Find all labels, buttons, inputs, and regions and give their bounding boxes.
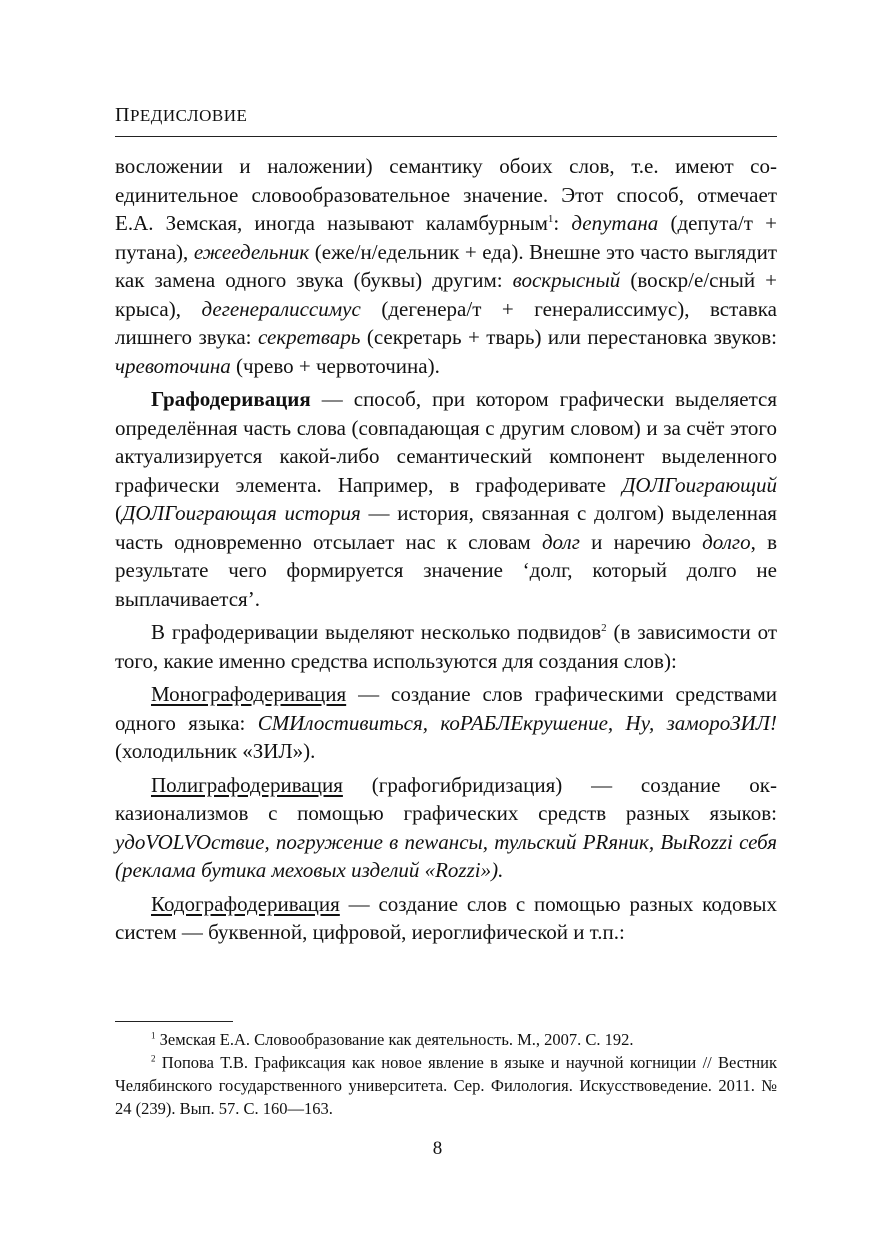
footnote-1: $^1$ Земская Е.А. Словообразование как деятельность. М., 2007. С. 192.	[151, 1030, 634, 1049]
term-poligrafoderivation: Полиграфодеривация	[151, 772, 343, 797]
page-number: 8	[432, 1138, 443, 1159]
paragraph-4: Монографодеривация — создание слов графическими средствами одного языка: СМИлостивиться, коРАБЛЕкрушение, Ну, замороЗИЛ! (холодильник «ЗИЛ»).	[115, 682, 777, 763]
footnote-ref-1[interactable]: 1	[547, 213, 554, 225]
footnote-separator	[115, 1021, 233, 1022]
paragraph-2: Графодеривация — способ, при котором графически выделяется определённая часть слова (совпадающая с другим словом) и за счёт этого актуализируется какой-либо семантический компонент выделенного графически элемента. Например, в графодеривате ДОЛГоиграющий (ДОЛГоиграющая история — история, связанная с долгом) выделенная часть одновременно отсылает нас к словам долг и наречию долго, в результате чего формируется значение ‘долг, который долго не выплачивается’.	[115, 387, 777, 611]
footnote-2: $^2$ Попова Т.В. Графиксация как новое явление в языке и научной когниции // Вестник Челябинского государственного университета. Сер. Филология. Искусствоведение. 2011. № 24 (239). Вып. 57. С. 160—163.	[115, 1053, 777, 1118]
paragraph-6: Кодографодеривация — создание слов с помощью разных кодовых систем — буквенной, цифровой, иероглифической и т.п.:	[115, 891, 777, 944]
running-header	[115, 100, 777, 137]
term-kodografoderivation: Кодографодеривация	[151, 891, 340, 916]
footnotes	[115, 1028, 777, 1120]
term-monografoderivation: Монографодеривация	[151, 682, 347, 706]
term-grafoderivation: Графодеривация	[151, 387, 311, 411]
main-text	[115, 152, 777, 952]
paragraph-5: Полиграфодеривация (графогибридизация) — создание окказионализмов с помощью графических средств разных языков: удоVOLVOствие, погружение в newансы, тульский PRяник, ВыRozzi себя (реклама бутика меховых изделий «Rozzi»).	[115, 772, 777, 882]
paragraph-3: В графодеривации выделяют несколько подвидов$^2$ (в зависимости от того, какие именно средства используются для создания слов):	[115, 620, 777, 673]
paragraph-1: восложении и наложении) семантику обоих слов, т.е. имеют соединительное словообразовательное значение. Этот способ, отмечает Е.А. Земская, иногда называют каламбурным$^1$: депутана (депута/т + путана), ежеедельник (еже/н/едельник + еда). Внешне это часто выглядит как замена одного звука (буквы) другим: воскрысный (воскр/е/сный + крыса), дегенералиссимус (дегенера/т + генералиссимус), вставка лишнего звука: секретварь (секретарь + тварь) или перестановка звуков: чревоточина (чрево + червоточина).	[115, 154, 777, 378]
footnote-ref-2[interactable]: 2	[601, 622, 607, 634]
header-title: ПРЕДИСЛОВИЕ	[115, 104, 248, 126]
